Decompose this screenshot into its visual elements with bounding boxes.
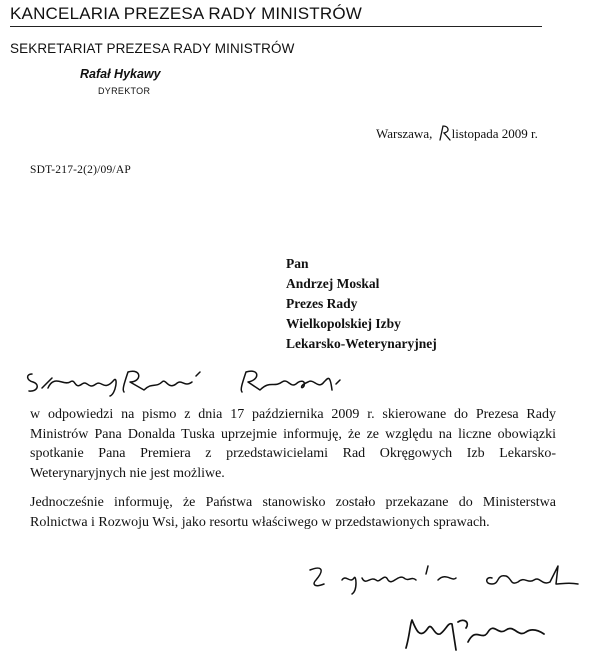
header-divider: [10, 26, 542, 27]
body-paragraph-2: Jednocześnie informuję, że Państwa stanowisko zostało przekazane do Ministerstwa Rolnictwa i Rozwoju Wsi, jako resortu właściwego w przedstawionych sprawach.: [30, 495, 556, 530]
addressee-honorific: Pan: [286, 256, 309, 271]
date-line: [376, 125, 538, 142]
handwritten-signature: [398, 612, 548, 656]
handwritten-closing: [306, 562, 586, 596]
addressee-block: [286, 254, 437, 354]
director-name: Rafał Hykawy: [80, 67, 161, 81]
addressee-organization-cont: Lekarsko-Weterynaryjnej: [286, 336, 437, 351]
secretariat-name: SEKRETARIAT PREZESA RADY MINISTRÓW: [10, 41, 295, 56]
body-paragraph-1: w odpowiedzi na pismo z dnia 17 października 2009 r. skierowane do Prezesa Rady Ministrów Pana Donalda Tuska uprzejmie informuję, że ze względu na liczne obowiązki spotkanie Pana Premiera z przedstawicielami Rad Okręgowych Izb Lekarsko-Weterynaryjnych nie jest możliwe.: [30, 407, 556, 481]
director-title: DYREKTOR: [98, 86, 151, 96]
handwritten-day-mark: [436, 125, 452, 141]
reference-number: SDT-217-2(2)/09/AP: [30, 164, 131, 176]
date-place: Warszawa,: [376, 126, 433, 141]
addressee-name: Andrzej Moskal: [286, 276, 380, 291]
office-name: KANCELARIA PREZESA RADY MINISTRÓW: [10, 4, 363, 23]
addressee-position: Prezes Rady: [286, 296, 358, 311]
addressee-organization: Wielkopolskiej Izby: [286, 316, 401, 331]
date-month-year: listopada 2009 r.: [451, 126, 538, 141]
handwritten-salutation: [24, 364, 344, 398]
